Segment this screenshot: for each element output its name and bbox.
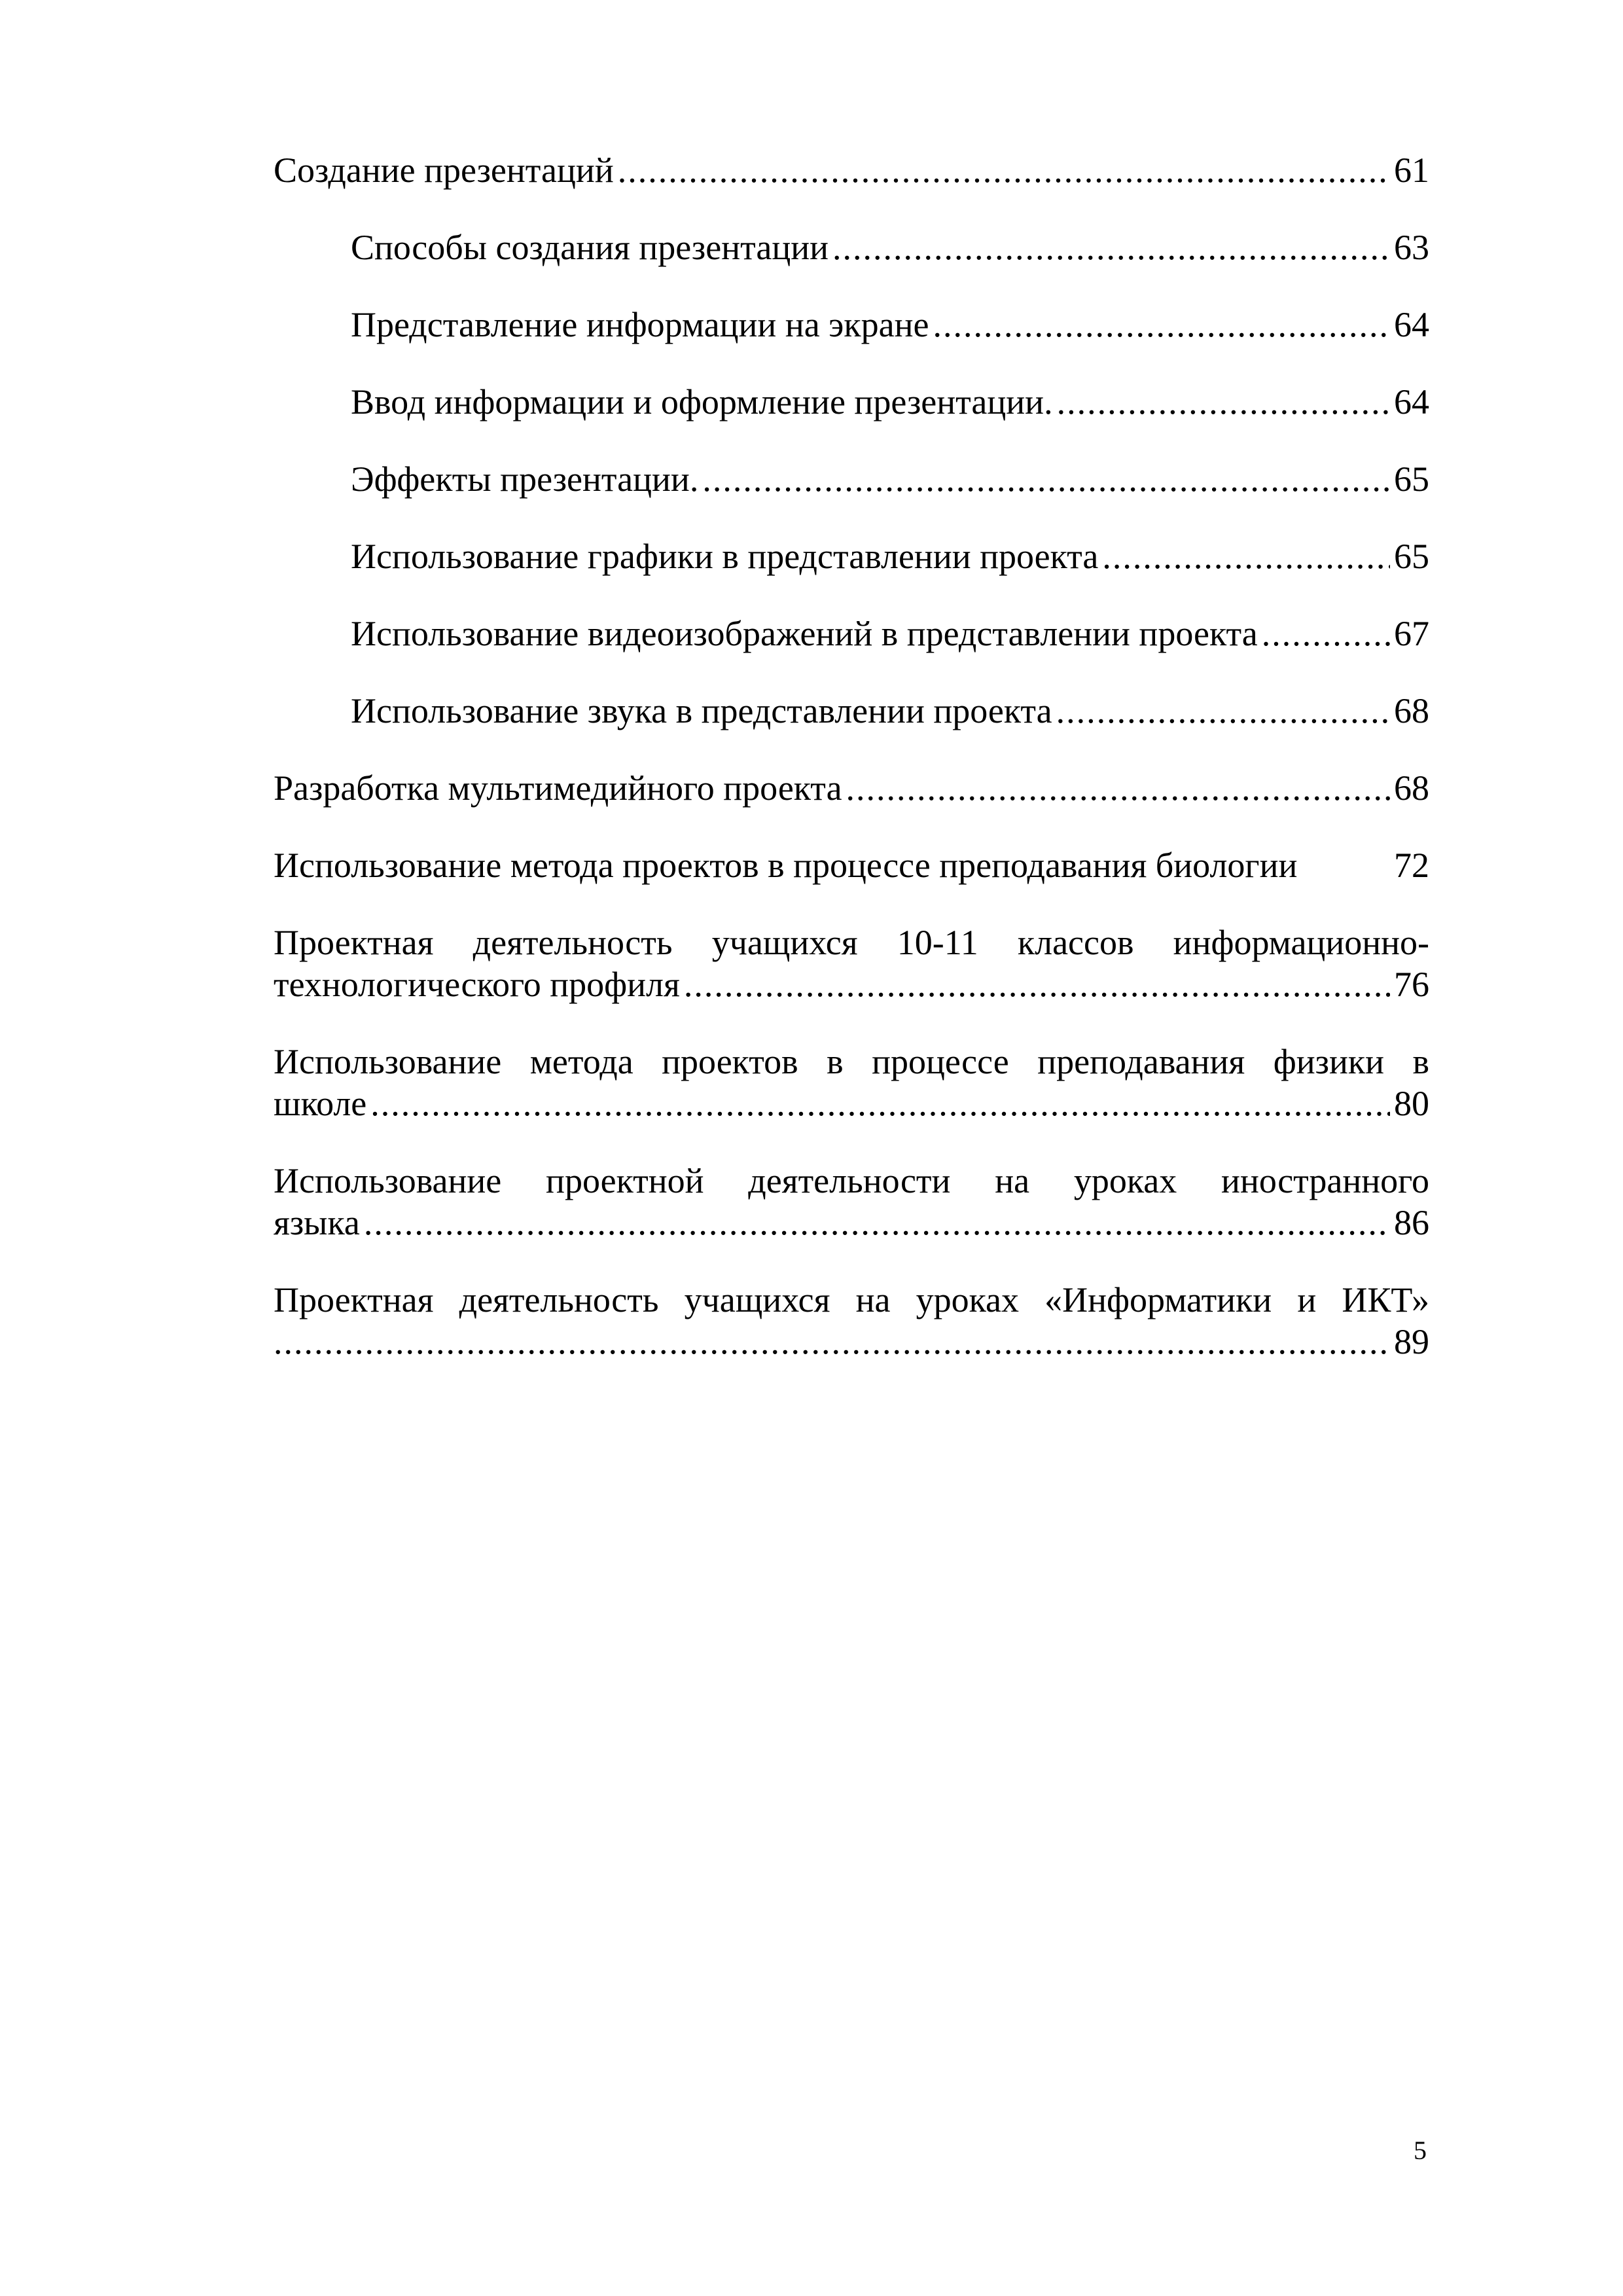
toc-entry[interactable] [274, 922, 1429, 1005]
toc-leader [832, 226, 1390, 268]
toc-entry-page: 64 [1394, 305, 1429, 344]
toc-entry-page: 72 [1394, 846, 1429, 885]
toc-entry[interactable] [274, 690, 1429, 732]
toc-entry-page: 89 [1394, 1322, 1429, 1361]
toc-entry-title: Представление информации на экране [351, 305, 929, 344]
toc-entry[interactable] [274, 1279, 1429, 1363]
toc-entry-page: 67 [1394, 614, 1429, 653]
toc-entry-title-line: Проектная деятельность учащихся на уроках «Информатики и ИКТ» [274, 1280, 1429, 1319]
toc-entry-title: технологического профиля [274, 965, 680, 1004]
toc-leader [1057, 381, 1390, 423]
toc-leader [1056, 690, 1390, 732]
toc-entry-title: Использование графики в представлении проекта [351, 537, 1099, 576]
page-number: 5 [1414, 2136, 1427, 2165]
toc-entry[interactable] [274, 1041, 1429, 1124]
toc-entry-page: 65 [1394, 459, 1429, 499]
toc-leader [702, 458, 1390, 500]
toc-entry[interactable] [274, 381, 1429, 423]
toc-entry[interactable] [274, 767, 1429, 809]
toc-entry-page: 80 [1394, 1084, 1429, 1123]
toc-entry-page: 61 [1394, 151, 1429, 190]
toc-entry-title: Ввод информации и оформление презентации. [351, 382, 1053, 422]
toc-entry-title: Создание презентаций [274, 151, 614, 190]
toc-entry-page: 86 [1394, 1203, 1429, 1242]
table-of-contents [274, 149, 1429, 1363]
toc-entry-title-line: Использование метода проектов в процессе преподавания физики в [274, 1042, 1429, 1081]
toc-entry-title: Использование звука в представлении проекта [351, 691, 1052, 730]
toc-entry-page: 63 [1394, 228, 1429, 267]
toc-entry-page: 65 [1394, 537, 1429, 576]
toc-leader [370, 1083, 1390, 1124]
toc-leader [684, 963, 1390, 1005]
toc-entry[interactable] [274, 844, 1429, 886]
toc-entry-page: 64 [1394, 382, 1429, 422]
toc-entry[interactable] [274, 226, 1429, 268]
toc-entry-page: 68 [1394, 768, 1429, 808]
toc-leader [618, 149, 1390, 191]
toc-leader [933, 304, 1390, 346]
toc-leader [1102, 535, 1390, 577]
toc-entry[interactable] [274, 304, 1429, 346]
toc-leader [364, 1202, 1390, 1244]
toc-entry[interactable] [274, 535, 1429, 577]
toc-entry[interactable] [274, 1160, 1429, 1244]
toc-entry-title: Эффекты презентации. [351, 459, 699, 499]
toc-entry-title: Способы создания презентации [351, 228, 829, 267]
toc-entry-title: языка [274, 1203, 360, 1242]
toc-leader [1262, 613, 1390, 655]
toc-entry[interactable] [274, 458, 1429, 500]
toc-entry-title-line: Проектная деятельность учащихся 10-11 классов информационно- [274, 923, 1429, 962]
toc-leader [846, 767, 1390, 809]
toc-entry-title: Использование метода проектов в процессе преподавания биологии [274, 846, 1298, 885]
toc-entry-page: 68 [1394, 691, 1429, 730]
toc-entry-page: 76 [1394, 965, 1429, 1004]
toc-entry-title-line: Использование проектной деятельности на уроках иностранного [274, 1161, 1429, 1200]
toc-entry[interactable] [274, 149, 1429, 191]
toc-leader [274, 1321, 1390, 1363]
toc-entry[interactable] [274, 613, 1429, 655]
toc-entry-title: Использование видеоизображений в представлении проекта [351, 614, 1258, 653]
toc-entry-title: школе [274, 1084, 367, 1123]
toc-entry-title: Разработка мультимедийного проекта [274, 768, 842, 808]
